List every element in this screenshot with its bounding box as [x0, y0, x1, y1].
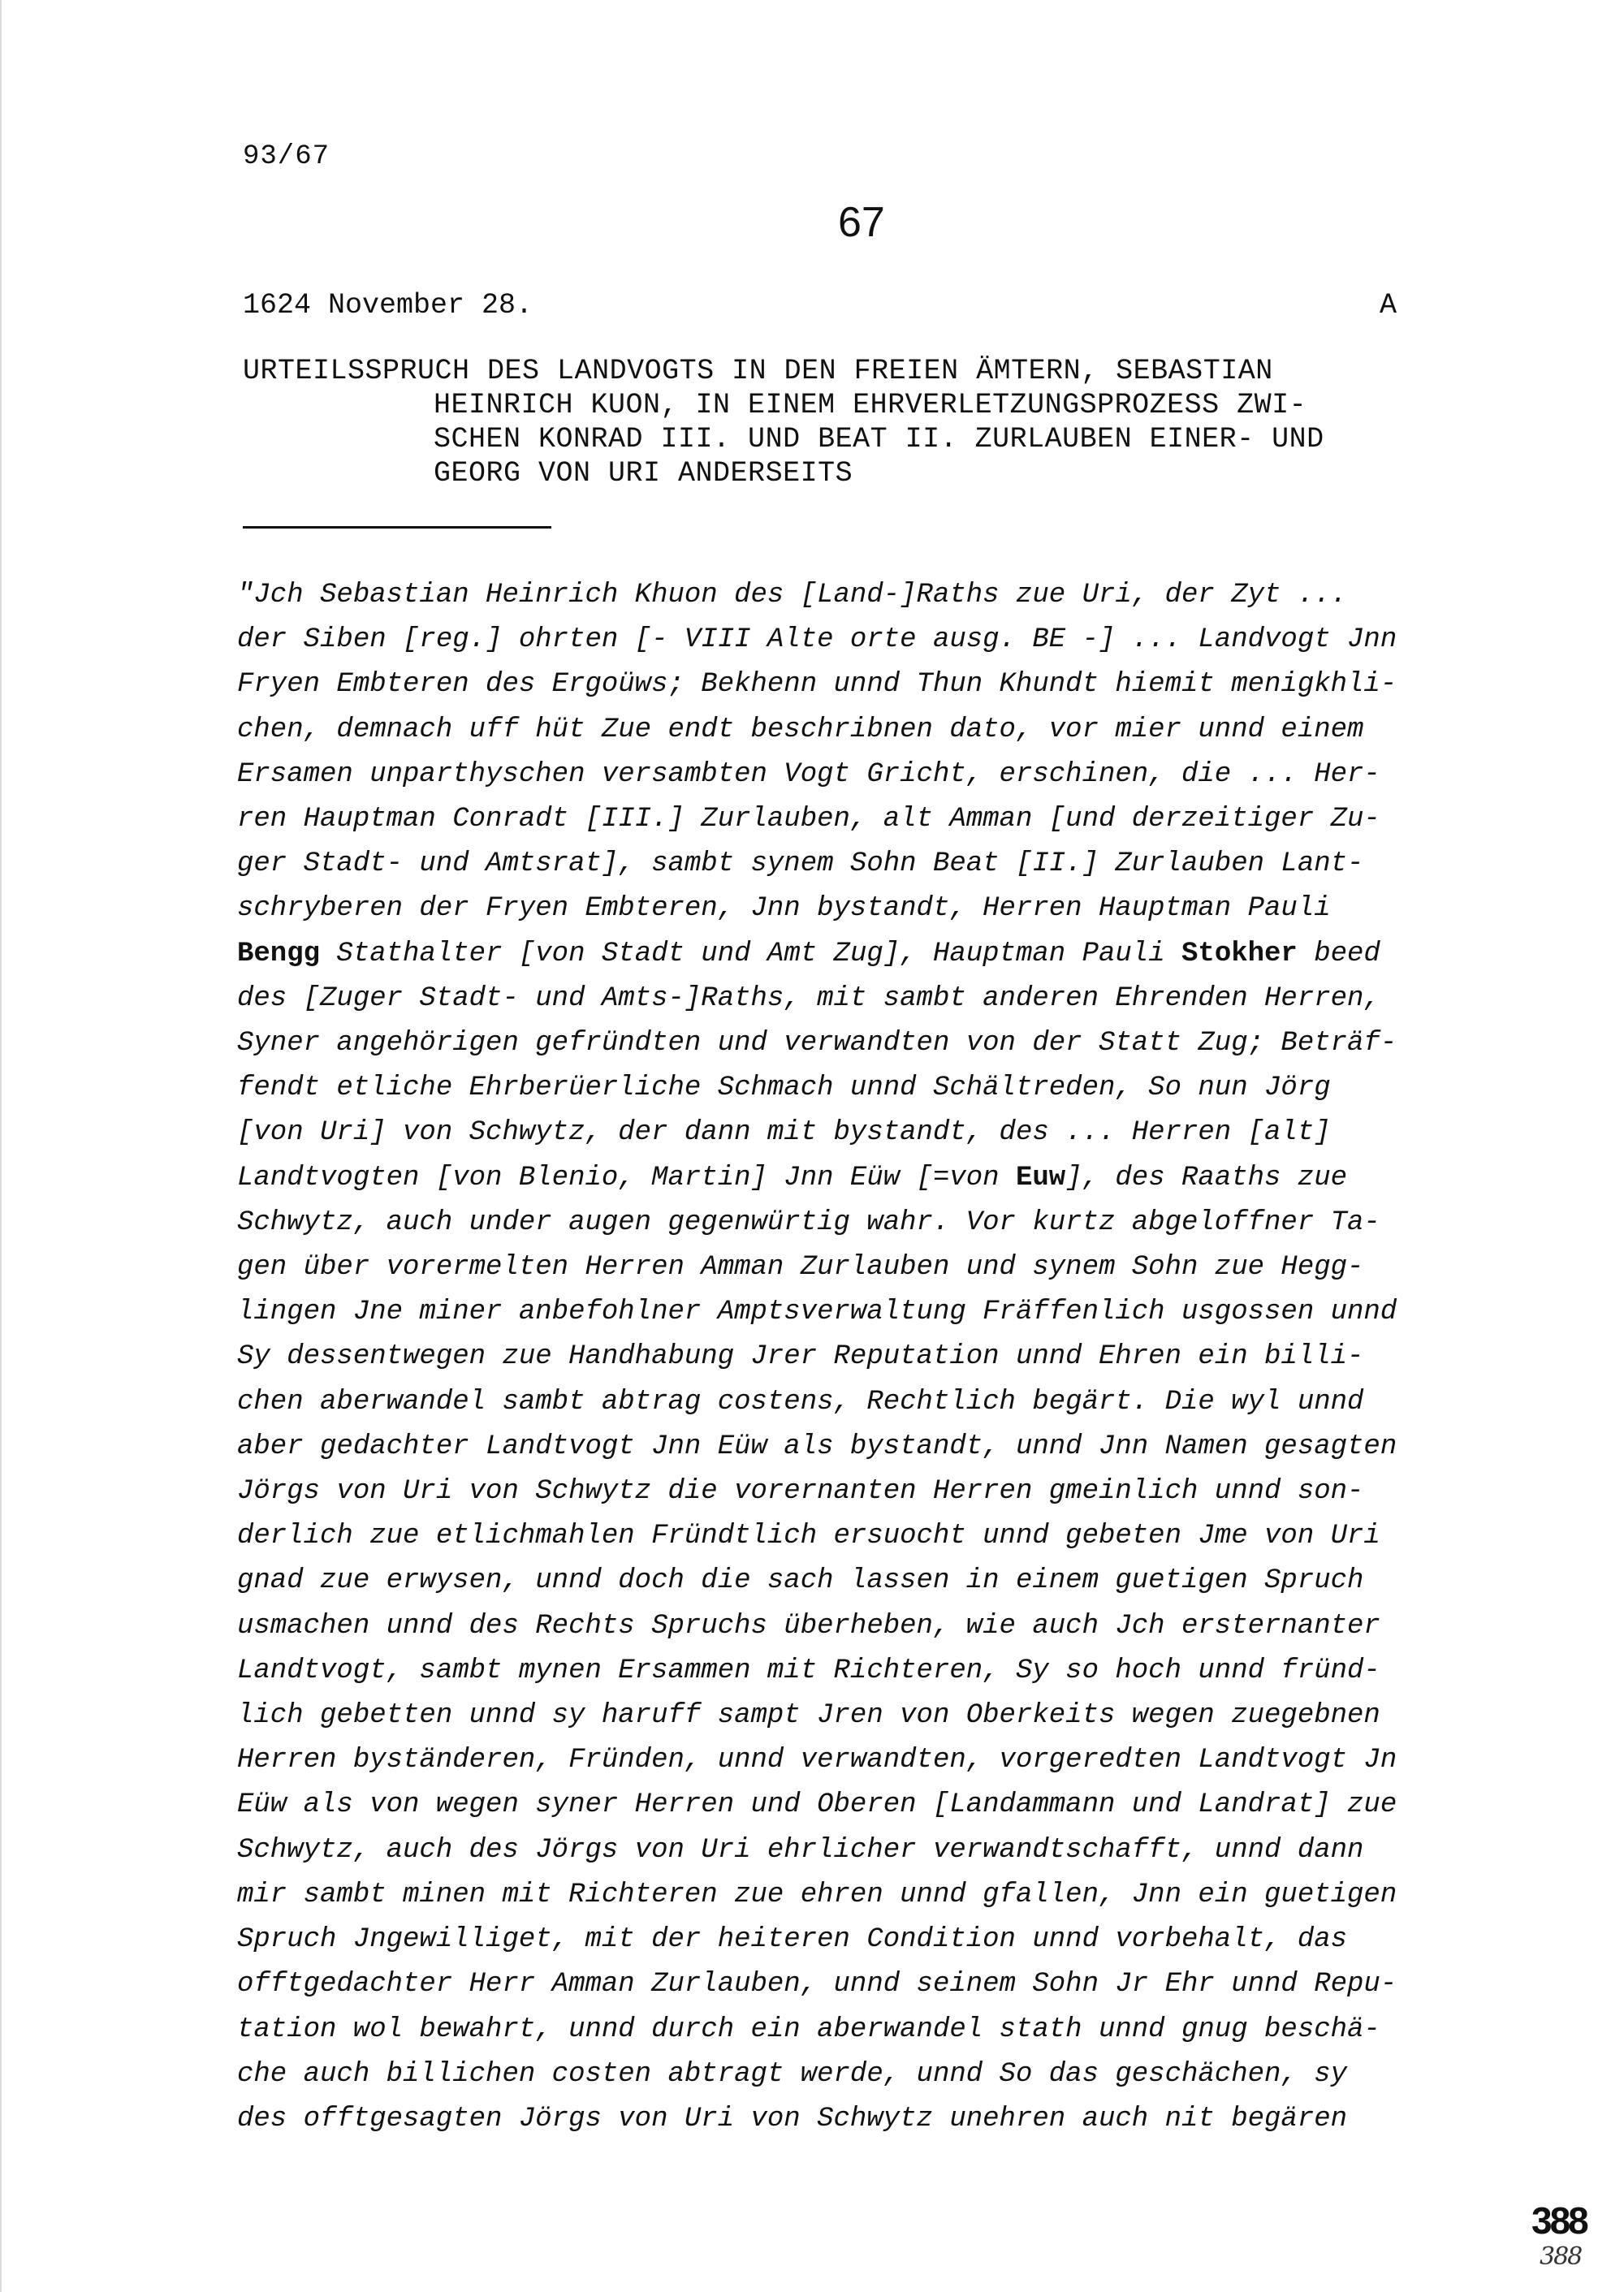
body-line: Syner angehörigen gefründten und verwandten von der Statt Zug; Beträf- [237, 1028, 1397, 1060]
body-line: der Siben [reg.] ohrten [- VIII Alte orte ausg. BE -] ... Landvogt Jnn [237, 624, 1397, 656]
body-line: Ersamen unparthyschen versambten Vogt Gricht, erschinen, die ... Her- [237, 758, 1380, 790]
body-line: gen über vorermelten Herren Amman Zurlauben und synem Sohn zue Hegg- [237, 1252, 1364, 1284]
body-line: aber gedachter Landtvogt Jnn Eüw als bystandt, unnd Jnn Namen gesagten [237, 1431, 1397, 1462]
page-number-handwritten: 388 [1540, 2242, 1582, 2271]
body-line: Spruch Jngewilliget, mit der heiteren Condition unnd vorbehalt, das [237, 1924, 1348, 1956]
archive-reference: 93/67 [243, 141, 330, 172]
separator-rule [243, 526, 551, 529]
body-line: schryberen der Fryen Embteren, Jnn bystandt, Herren Hauptman Pauli [237, 893, 1331, 925]
page-number-stamp: 388 [1531, 2199, 1587, 2242]
body-line: Landtvogten [von Blenio, Martin] Jnn Eüw [=von Euw], des Raaths zue [237, 1162, 1348, 1193]
body-line: des offtgesagten Jörgs von Uri von Schwytz unehren auch nit begären [237, 2103, 1348, 2134]
body-line: usmachen unnd des Rechts Spruchs überheben, wie auch Jch ersternanter [237, 1610, 1380, 1642]
body-line: derlich zue etlichmahlen Fründtlich ersuocht unnd gebeten Jme von Uri [237, 1521, 1380, 1552]
body-line: lich gebetten unnd sy haruff sampt Jren von Oberkeits wegen zuegebnen [237, 1700, 1380, 1732]
document-body [237, 573, 1488, 2142]
body-line: ren Hauptman Conradt [III.] Zurlauben, alt Amman [und derzeitiger Zu- [237, 804, 1380, 835]
body-line: Eüw als von wegen syner Herren und Oberen [Landammann und Landrat] zue [237, 1789, 1397, 1821]
body-line: che auch billichen costen abtragt werde, unnd So das geschächen, sy [237, 2058, 1348, 2090]
body-line: mir sambt minen mit Richteren zue ehren unnd gfallen, Jnn ein guetigen [237, 1879, 1397, 1910]
body-line: Schwytz, auch des Jörgs von Uri ehrlicher verwandtschafft, unnd dann [237, 1834, 1364, 1866]
body-line: Sy dessentwegen zue Handhabung Jrer Reputation unnd Ehren ein billi- [237, 1341, 1364, 1373]
document-number: 67 [838, 199, 885, 246]
version-letter: A [1380, 289, 1397, 322]
body-line: tation wol bewahrt, unnd durch ein aberwandel stath unnd gnug beschä- [237, 2014, 1380, 2045]
body-line: ger Stadt- und Amtsrat], sambt synem Sohn Beat [II.] Zurlauben Lant- [237, 848, 1364, 880]
body-line: Herren byständeren, Fründen, unnd verwandten, vorgeredten Landtvogt Jn [237, 1745, 1397, 1776]
body-line: offtgedachter Herr Amman Zurlauben, unnd seinem Sohn Jr Ehr unnd Repu- [237, 1969, 1397, 2001]
body-line: lingen Jne miner anbefohlner Amptsverwaltung Fräffenlich usgossen unnd [237, 1297, 1397, 1328]
document-date: 1624 November 28. [243, 289, 533, 322]
body-line: fendt etliche Ehrberüerliche Schmach unnd Schältreden, So nun Jörg [237, 1073, 1331, 1104]
body-line: chen aberwandel sambt abtrag costens, Rechtlich begärt. Die wyl unnd [237, 1386, 1364, 1418]
body-line: Fryen Embteren des Ergoüws; Bekhenn unnd Thun Khundt hiemit menigkhli- [237, 669, 1397, 701]
body-line: Jörgs von Uri von Schwytz die vorernanten Herren gmeinlich unnd son- [237, 1476, 1364, 1508]
heading-line: HEINRICH KUON, IN EINEM EHRVERLETZUNGSPROZESS ZWI- [434, 389, 1307, 421]
body-line: des [Zuger Stadt- und Amts-]Raths, mit sambt anderen Ehrenden Herren, [237, 982, 1380, 1014]
body-line: [von Uri] von Schwytz, der dann mit bystandt, des ... Herren [alt] [237, 1117, 1331, 1149]
document-heading [243, 354, 1453, 490]
body-line: Landtvogt, sambt mynen Ersammen mit Richteren, Sy so hoch unnd fründ- [237, 1655, 1380, 1686]
body-line: Bengg Stathalter [von Stadt und Amt Zug], Hauptman Pauli Stokher beed [237, 938, 1380, 969]
body-line: Schwytz, auch under augen gegenwürtig wahr. Vor kurtz abgeloffner Ta- [237, 1206, 1380, 1238]
body-line: "Jch Sebastian Heinrich Khuon des [Land-]Raths zue Uri, der Zyt ... [237, 580, 1348, 611]
heading-line: URTEILSSPRUCH DES LANDVOGTS IN DEN FREIEN ÄMTERN, SEBASTIAN [243, 355, 1273, 387]
body-line: gnad zue erwysen, unnd doch die sach lassen in einem guetigen Spruch [237, 1565, 1364, 1597]
body-line: chen, demnach uff hüt Zue endt beschribnen dato, vor mier unnd einem [237, 714, 1364, 745]
heading-line: GEORG VON URI ANDERSEITS [434, 457, 853, 490]
heading-line: SCHEN KONRAD III. UND BEAT II. ZURLAUBEN EINER- UND [434, 423, 1324, 455]
